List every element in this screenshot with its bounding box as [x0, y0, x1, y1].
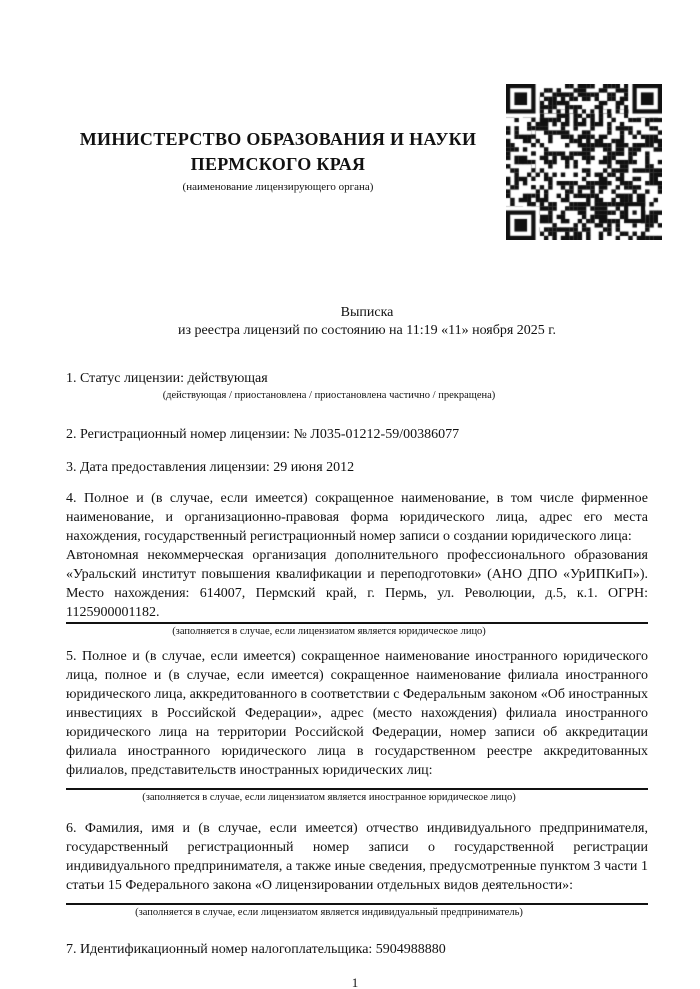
document-title-line2: из реестра лицензий по состоянию на 11:19 «11» ноября 2025 г.: [178, 323, 556, 338]
authority-name-line1: МИНИСТЕРСТВО ОБРАЗОВАНИЯ И НАУКИ: [79, 129, 477, 149]
item-registration-number: 2. Регистрационный номер лицензии: № Л035-01212-59/00386077: [66, 427, 460, 442]
legal-entity-note: (заполняется в случае, если лицензиатом является юридическое лицо): [172, 626, 486, 637]
individual-entrepreneur-value-blank: [66, 895, 648, 905]
foreign-entity-note: (заполняется в случае, если лицензиатом является иностранное юридическое лицо): [142, 792, 516, 803]
item-license-status: 1. Статус лицензии: действующая: [66, 371, 268, 386]
document-title: [66, 304, 648, 340]
document-title-line1: Выписка: [340, 305, 394, 320]
page-number: 1: [351, 975, 359, 989]
document-header: [66, 83, 648, 240]
item-individual-entrepreneur: 6. Фамилия, имя и (в случае, если имеется) отчество индивидуального предпринимателя, государственный регистрационный номер записи о государственной регистрации индивидуального предпринимателя, а также иные сведения, предусмотренные пунктом 3 части 1 статьи 15 Федерального закона «О лицензировании отдельных видов деятельности»:: [66, 821, 648, 893]
legal-entity-label: 4. Полное и (в случае, если имеется) сокращенное наименование, в том числе фирменное наименование, и организационно-правовая форма юридического лица, адрес его места нахождения, государственный регистрационный номер записи о создании юридического лица:: [66, 491, 648, 544]
item-grant-date: 3. Дата предоставления лицензии: 29 июня 2012: [66, 460, 355, 475]
licensing-authority: [66, 83, 490, 194]
legal-entity-value: Автономная некоммерческая организация дополнительного профессионального образования «Уральский институт повышения квалификации и переподготовки» (АНО ДПО «УрИПКиП»). Место нахождения: 614007, Пермский край, г. Пермь, ул. Революции, д.5, к.1. ОГРН: 1125900001182.: [66, 546, 648, 624]
authority-name-line2: ПЕРМСКОГО КРАЯ: [190, 154, 366, 174]
item-legal-entity: [66, 489, 648, 624]
foreign-entity-value-blank: [66, 780, 648, 790]
item-taxpayer-number: 7. Идентификационный номер налогоплательщика: 5904988880: [66, 942, 446, 957]
qr-code: [506, 84, 662, 240]
item-foreign-entity: 5. Полное и (в случае, если имеется) сокращенное наименование иностранного юридического лица, полное и (в случае, если имеется) сокращенное наименование филиала иностранного юридического лица, аккредитованного в соответствии с Федеральным законом «Об иностранных инвестициях в Российской Федерации», адрес (место нахождения) филиала иностранного юридического лица на территории Российской Федерации, номер записи об аккредитации филиала иностранного юридического лица в государственном реестре аккредитованных филиалов, представительств иностранных юридических лиц:: [66, 649, 648, 778]
authority-caption: (наименование лицензирующего органа): [182, 181, 374, 193]
license-status-options-note: (действующая / приостановлена / приостановлена частично / прекращена): [162, 390, 496, 401]
individual-entrepreneur-note: (заполняется в случае, если лицензиатом является индивидуальный предприниматель): [135, 907, 523, 918]
